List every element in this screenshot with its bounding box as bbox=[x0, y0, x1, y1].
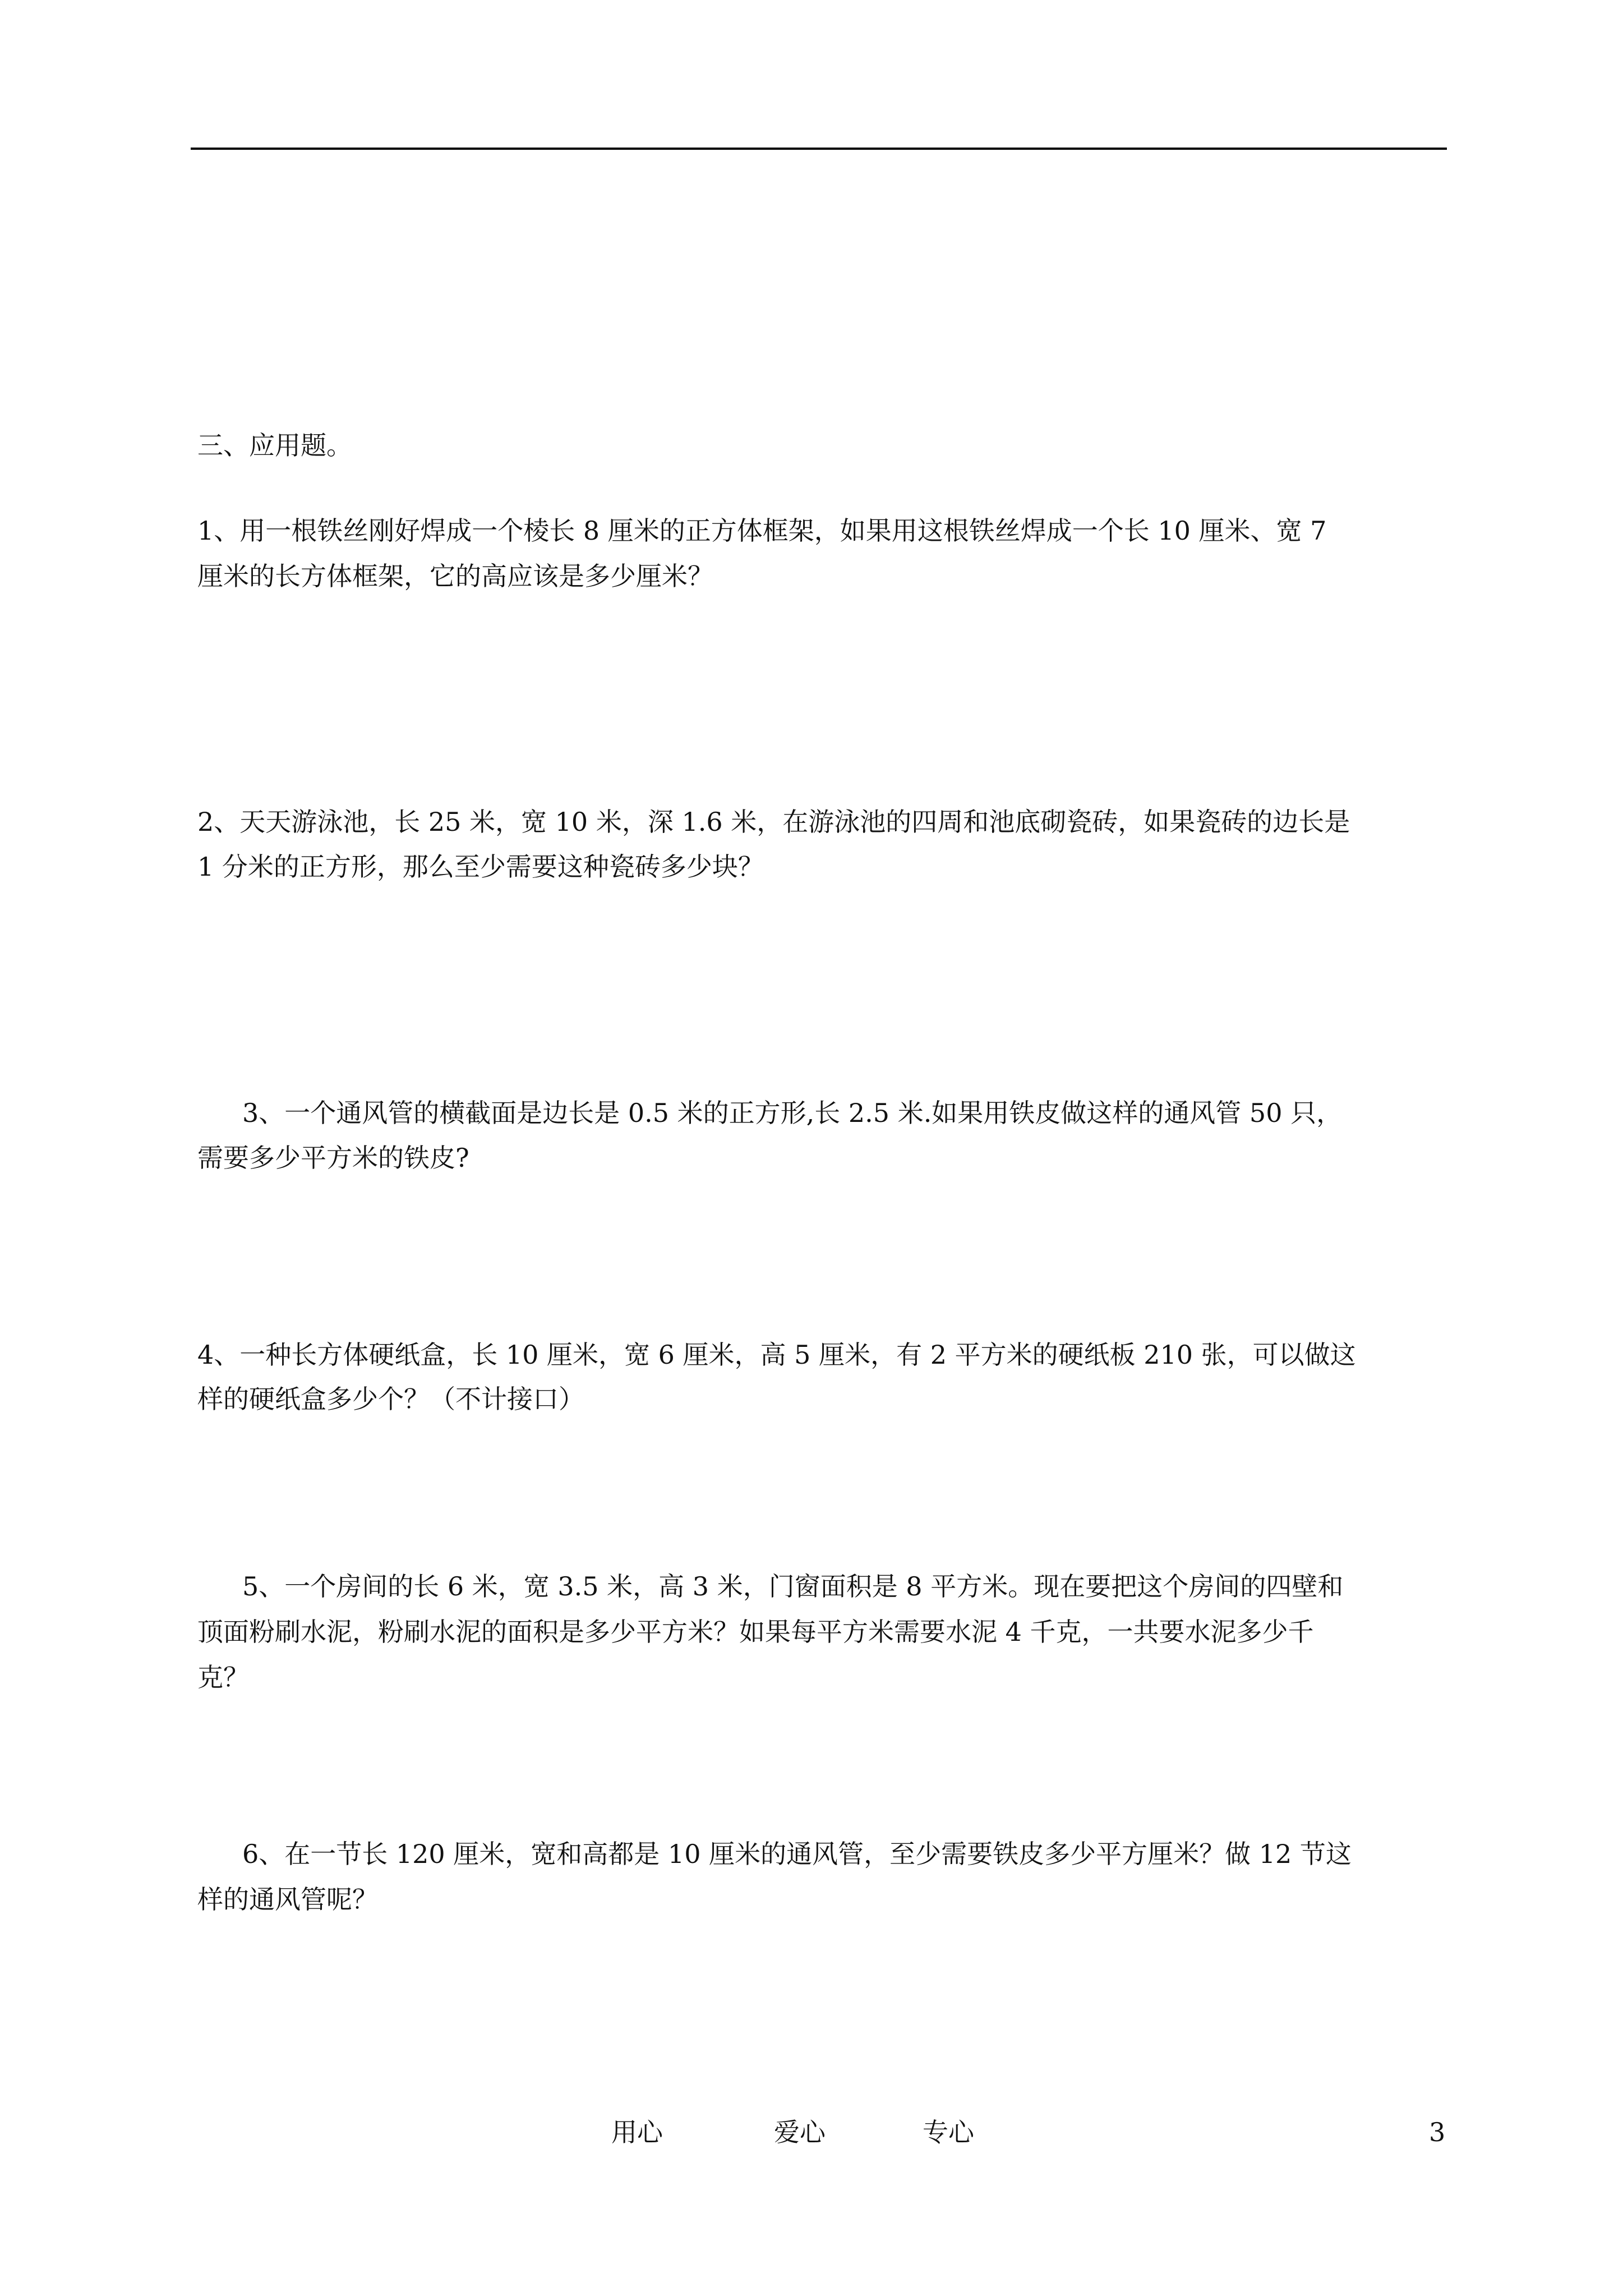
section-title: 三、应用题。 bbox=[197, 430, 352, 461]
problem-2-line-1: 2、天天游泳池，长 25 米，宽 10 米，深 1.6 米，在游泳池的四周和池底砌瓷砖，如果瓷砖的边长是 bbox=[197, 807, 1350, 837]
header-rule bbox=[191, 148, 1447, 150]
problem-1-line-1: 1、用一根铁丝刚好焊成一个棱长 8 厘米的正方体框架，如果用这根铁丝焊成一个长 10 厘米、宽 7 bbox=[197, 516, 1327, 546]
page-number: 3 bbox=[1429, 2117, 1446, 2147]
footer-label-2: 爱心 bbox=[774, 2117, 826, 2147]
problem-5-line-2: 顶面粉刷水泥，粉刷水泥的面积是多少平方米？如果每平方米需要水泥 4 千克，一共要水泥多少千 bbox=[197, 1617, 1314, 1647]
footer-label-1: 用心 bbox=[611, 2117, 663, 2147]
problem-6-line-2: 样的通风管呢？ bbox=[197, 1884, 378, 1915]
problem-4-line-2: 样的硬纸盒多少个？（不计接口） bbox=[197, 1384, 584, 1414]
problem-3-line-1: 3、一个通风管的横截面是边长是 0.5 米的正方形,长 2.5 米.如果用铁皮做这样的通风管 50 只， bbox=[242, 1098, 1343, 1128]
problem-2-line-2: 1 分米的正方形，那么至少需要这种瓷砖多少块？ bbox=[197, 852, 764, 882]
problem-5-line-1: 5、一个房间的长 6 米，宽 3.5 米，高 3 米，门窗面积是 8 平方米。现在要把这个房间的四壁和 bbox=[242, 1571, 1344, 1602]
problem-6-line-1: 6、在一节长 120 厘米，宽和高都是 10 厘米的通风管，至少需要铁皮多少平方厘米？做 12 节这 bbox=[242, 1839, 1352, 1869]
problem-5-line-3: 克？ bbox=[197, 1662, 249, 1692]
problem-4-line-1: 4、一种长方体硬纸盒，长 10 厘米，宽 6 厘米，高 5 厘米，有 2 平方米的硬纸板 210 张，可以做这 bbox=[197, 1340, 1356, 1370]
problem-1-line-2: 厘米的长方体框架，它的高应该是多少厘米？ bbox=[197, 561, 713, 591]
footer-label-3: 专心 bbox=[923, 2117, 974, 2147]
problem-3-line-2: 需要多少平方米的铁皮? bbox=[197, 1143, 469, 1173]
